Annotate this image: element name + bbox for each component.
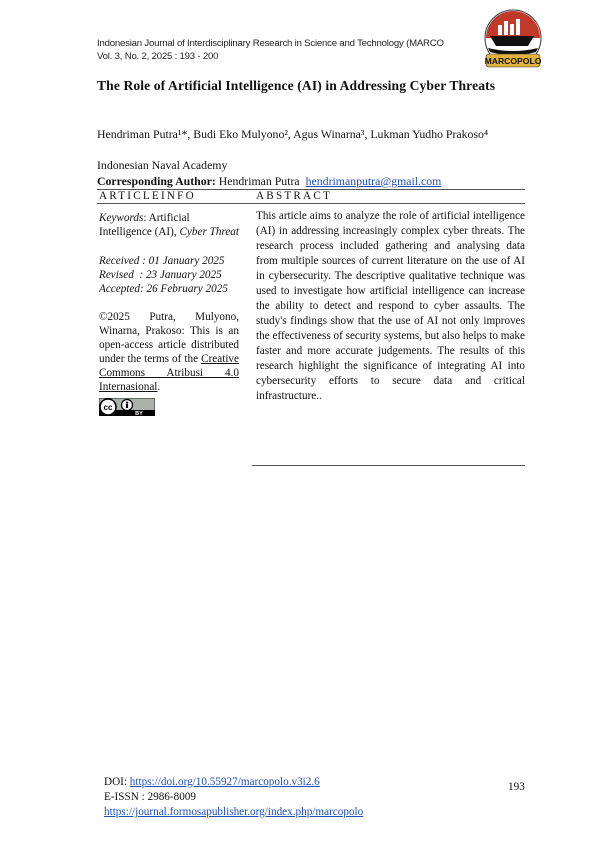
cc-icon: cc bbox=[103, 403, 113, 412]
accepted-date: Accepted: 26 February 2025 bbox=[99, 283, 228, 295]
author-list: Hendriman Putra¹*, Budi Eko Mulyono², Agus Winarna³, Lukman Yudho Prakoso⁴ bbox=[97, 127, 489, 141]
revised-date: Revised : 23 January 2025 bbox=[99, 269, 222, 281]
abstract-body: This article aims to analyze the role of artificial intelligence (AI) in addressing increasingly complex cyber threats. The research process included gathering and analysing data from multiple sources of current literature on the use of AI in cybersecurity. The descriptive qualitative technique was used to investigate how artificial intelligence can increase the ability to detect and respond to cyber assaults. The study's findings show that the use of AI not only improves the effectiveness of security systems, but also helps to make faster and more accurate judgements. The results of this research highlight the significance of integrating AI into cybersecurity efforts to secure data and critical infrastructure.. bbox=[256, 210, 525, 402]
license-statement bbox=[99, 310, 239, 394]
page-number: 193 bbox=[508, 781, 525, 793]
keywords-value-b: Cyber Threat bbox=[179, 226, 240, 238]
doi-link[interactable]: https://doi.org/10.55927/marcopolo.v3i2.6 bbox=[129, 776, 320, 788]
by-icon: BY bbox=[135, 411, 143, 416]
journal-header bbox=[97, 37, 444, 63]
article-title: The Role of Artificial Intelligence (AI) in Addressing Cyber Threats bbox=[97, 78, 496, 93]
cc-by-badge[interactable] bbox=[99, 398, 155, 416]
received-date: Received : 01 January 2025 bbox=[99, 255, 225, 267]
journal-volume: Vol. 3, No. 2, 2025 : 193 - 200 bbox=[97, 51, 219, 62]
journal-site-link[interactable]: https://journal.formosapublisher.org/index.php/marcopolo bbox=[104, 806, 364, 818]
divider-bottom bbox=[252, 465, 525, 466]
article-info-heading: ARTICLEINFO bbox=[99, 190, 196, 202]
corresponding-email-link[interactable]: hendrimanputra@gmail.com bbox=[305, 174, 442, 188]
eissn: E-ISSN : 2986-8009 bbox=[104, 791, 196, 803]
doi-label: DOI: bbox=[104, 776, 130, 788]
keywords: Keywords: Artificial Intelligence (AI), Cyber Threat bbox=[99, 212, 240, 238]
logo-text: MARCOPOLO bbox=[484, 56, 542, 66]
corresponding-name: Hendriman Putra bbox=[218, 174, 300, 188]
article-info-panel bbox=[99, 211, 239, 416]
keywords-label: Keywords bbox=[99, 212, 144, 224]
article-dates bbox=[99, 254, 239, 296]
marcopolo-logo bbox=[476, 8, 550, 74]
license-link-cc[interactable]: Creative Commons Atribusi 4.0 bbox=[99, 353, 239, 379]
corresponding-label: Corresponding Author: bbox=[97, 174, 216, 188]
doi-line bbox=[104, 775, 363, 790]
keywords-value-a: Artificial Intelligence (AI), bbox=[99, 212, 190, 238]
journal-site-line bbox=[104, 805, 363, 820]
license-text: ©2025 Putra, Mulyono, Winarna, Prakoso: This is an open-access article distributed under the terms of the bbox=[99, 311, 239, 365]
affiliation: Indonesian Naval Academy bbox=[97, 158, 228, 172]
abstract-heading: ABSTRACT bbox=[256, 190, 333, 202]
page-footer bbox=[104, 775, 363, 820]
corresponding-author bbox=[97, 174, 441, 188]
license-period: . bbox=[157, 381, 161, 393]
journal-name: Indonesian Journal of Interdisciplinary Research in Science and Technology (MARCO bbox=[97, 38, 444, 49]
divider-heading bbox=[97, 203, 525, 204]
license-link-intl[interactable]: Internasional bbox=[99, 381, 158, 393]
